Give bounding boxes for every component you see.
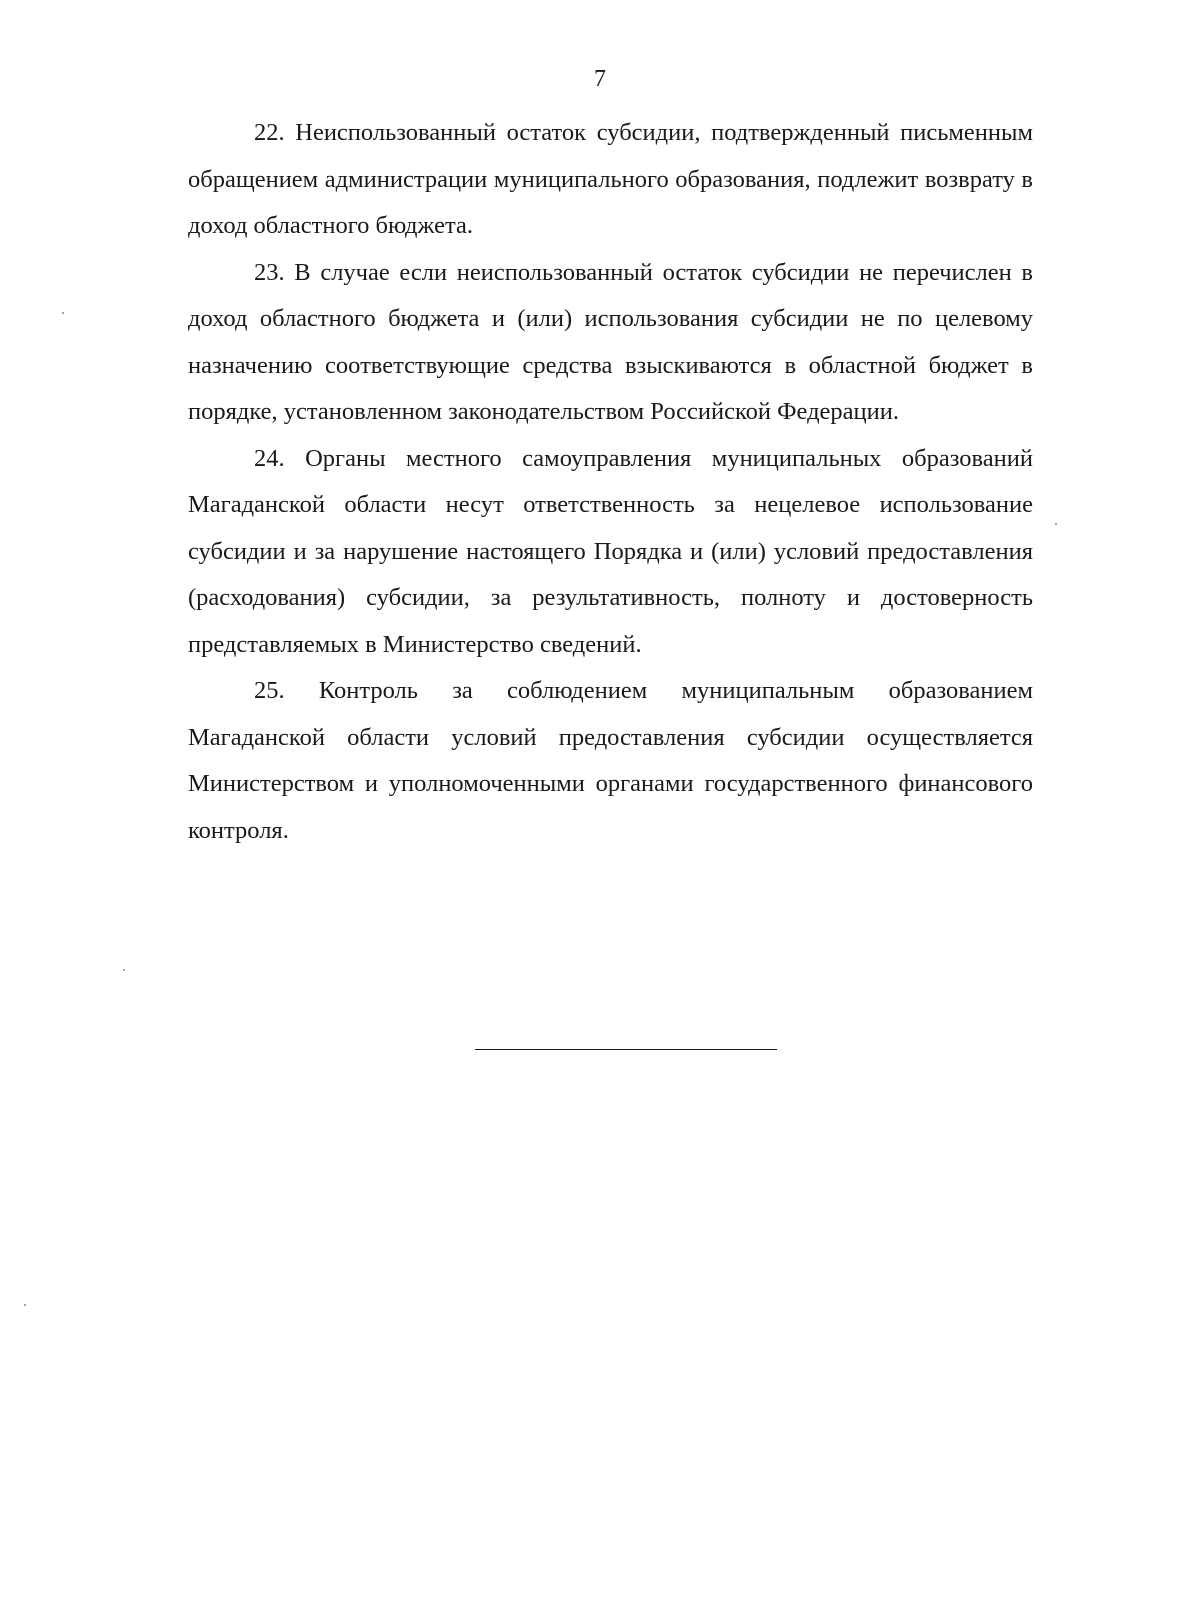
scan-speck [1055,523,1057,525]
paragraph-22: 22. Неиспользованный остаток субсидии, подтвержденный письменным обращением администрации муниципального образования, подлежит возврату в доход областного бюджета. [188,119,1033,239]
paragraph-25: 25. Контроль за соблюдением муниципальным образованием Магаданской области условий предоставления субсидии осуществляется Министерством и уполномоченными органами государственного финансового контроля. [188,677,1033,844]
scan-speck [62,312,64,314]
end-of-text-rule [475,1049,777,1050]
paragraph-23: 23. В случае если неиспользованный остаток субсидии не перечислен в доход областного бюджета и (или) использования субсидии не по целевому назначению соответствующие средства взыскиваются в областной бюджет в порядке, установленном законодательством Российской Федерации. [188,258,1033,425]
paragraph-24: 24. Органы местного самоуправления муниципальных образований Магаданской области несут ответственность за нецелевое использование субсидии и за нарушение настоящего Порядка и (или) условий предоставления (расходования) субсидии, за результативность, полноту и достоверность представляемых в Министерство сведений. [188,444,1033,658]
page-number: 7 [594,66,606,92]
document-body [188,110,1033,854]
scan-speck [123,969,125,971]
scan-speck [24,1304,26,1306]
